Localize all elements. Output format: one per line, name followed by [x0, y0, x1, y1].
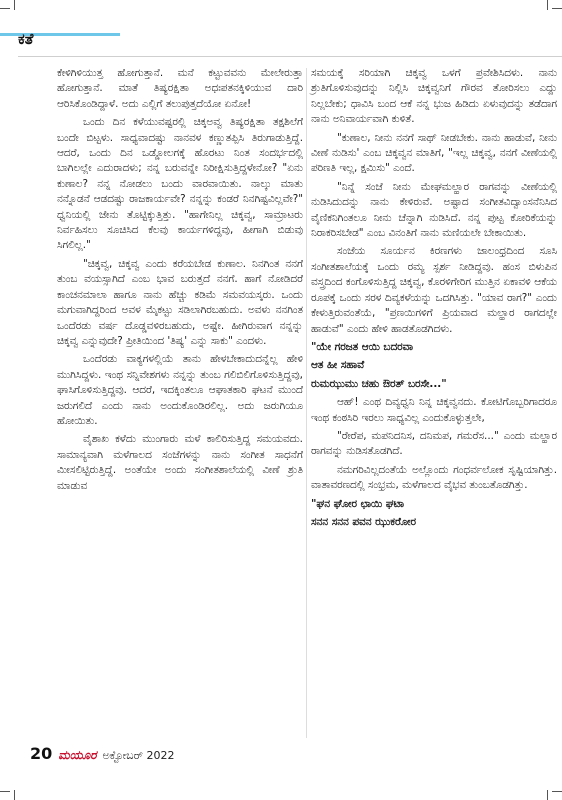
paragraph: "ರೇರೆಪ, ಮಪನಿದನಿಸ, ದನಿಮಪ, ಗಮರೆಸ..." ಎಂದು ಮಲ್ಹಾರ ರಾಗವನ್ನು ನುಡಿಸತೊಡಗಿದೆ.	[311, 429, 557, 458]
paragraph: ಆಹ್! ಎಂಥ ದಿವ್ಯಧ್ವನಿ ನಿನ್ನ ಚಿಕ್ಕವ್ವನದು. ಕೋಟಿಗೊಬ್ಬರಿಗಾದರೂ ಇಂಥ ಕಂಠಸಿರಿ ಇರಲು ಸಾಧ್ಯವಿಲ್ಲ ಎಂದುಕೊಳ್ಳುತ್ತಲೇ,	[311, 396, 557, 424]
crop-mark	[552, 791, 562, 792]
crop-mark	[14, 0, 15, 10]
paragraph: ವೈಶಾಖ ಕಳೆದು ಮುಂಗಾರು ಮಳೆ ಕಾಲಿರಿಸುತ್ತಿದ್ದ ಸಮಯವದು. ಸಾಮಾನ್ಯವಾಗಿ ಮಳೆಗಾಲದ ಸಂಜೆಗಳನ್ನು ನಾನು ಸಂಗೀತ ಸಾಧನೆಗೆ ಮೀಸಲಿಟ್ಟಿರುತ್ತಿದ್ದೆ. ಅಂತೆಯೇ ಅಂದು ಸಂಗೀತಶಾಲೆಯಲ್ಲಿ ವೀಣೆ ಶ್ರುತಿ ಮಾಡುವ	[57, 433, 303, 492]
crop-mark	[0, 791, 10, 792]
section-title: ಕತೆ	[18, 30, 34, 48]
crop-mark	[547, 0, 548, 10]
magazine-logo: ಮಯೂರ	[58, 748, 97, 762]
page-number: 20	[30, 744, 53, 763]
paragraph: ನಮಗರಿವಿಲ್ಲದಂತೆಯೆ ಅಲ್ಲೊಂದು ಗಂಧರ್ವಲೋಕ ಸೃಷ್ಟಿಯಾಗಿತ್ತು. ವಾತಾವರಣದಲ್ಲಿ ಸಂಭ್ರಮ, ಮಳೆಗಾಲದ ವೈಭವ ತುಂಬತೊಡಗಿತ್ತು.	[311, 463, 557, 492]
paragraph: "ನಿನ್ನೆ ಸಂಜೆ ನೀನು ಮೇಘಮಲ್ಹಾರ ರಾಗವನ್ನು ವೀಣೆಯಲ್ಲಿ ನುಡಿಸಿದುದನ್ನು ನಾನು ಕೇಳಿರುವೆ. ಅಷ್ಟಾದ ಸಂಗೀತವಿದ್ವಾಂಸನೆನಿಸಿದ ವೈಣಿಕನಿಗಿಂತಲೂ ನೀನು ಚೆನ್ನಾಗಿ ನುಡಿಸಿದೆ. ನನ್ನ ಪುಟ್ಟ ಕೋರಿಕೆಯನ್ನು ನಿರಾಕರಿಸಬೇಡ" ಎಂಬ ವಿನಂತಿಗೆ ನಾನು ಮಣಿಯಲೇ ಬೇಕಾಯಿತು.	[311, 180, 557, 240]
crop-mark	[552, 8, 562, 9]
right-column	[311, 66, 557, 533]
paragraph: ಒಂದೆರಡು ವಾಕ್ಯಗಳಲ್ಲಿಯೆ ತಾನು ಹೇಳಬೇಕಾದುದನ್ನೆಲ್ಲ ಹೇಳಿ ಮುಗಿಸಿದ್ದಳು. ಇಂಥ ಸನ್ನಿವೇಶಗಳು ನನ್ನನ್ನು ತುಂಬ ಗಲಿಬಿಲಿಗೊಳಿಸುತ್ತಿದ್ದವು, ಘಾಸಿಗೊಳಿಸುತ್ತಿದ್ದವು. ಆದರೆ, ಇದಕ್ಕಿಂತಲೂ ಆಘಾತಕಾರಿ ಘಟನೆ ಮುಂದೆ ಜರುಗಲಿದೆ ಎಂದು ನಾನು ಅಂದುಕೊಂಡಿರಲಿಲ್ಲ. ಅದು ಜರುಗಿಯೂ ಹೋಯಿತು.	[57, 353, 303, 427]
song-line: ಆತ ಹೀ ಸಹಾವೆ	[311, 359, 365, 372]
paragraph: ಸಮಯಕ್ಕೆ ಸರಿಯಾಗಿ ಚಿಕ್ಕವ್ವ ಒಳಗೆ ಪ್ರವೇಶಿಸಿದಳು. ನಾನು ಶ್ರುತಿಗೊಳಿಸುವುದನ್ನು ನಿಲ್ಲಿಸಿ ಚಿಕ್ಕವ್ವನಿಗೆ ಗೌರವ ತೋರಿಸಲು ಎದ್ದು ನಿಲ್ಲಬೇಕು; ಧಾವಿಸಿ ಬಂದ ಆಕೆ ನನ್ನ ಭುಜ ಹಿಡಿದು ಏಳುವುದನ್ನು ತಡೆದಾಗ ನಾನು ಅನಿವಾರ್ಯವಾಗಿ ಕುಳಿತೆ.	[311, 67, 557, 126]
song-line: ಸನನ ಸನನ ಪವನ ಝುಕರೋರ	[311, 515, 416, 528]
column-divider	[306, 68, 307, 738]
crop-mark	[14, 790, 15, 800]
paragraph: "ಕುಣಾಲ, ನೀನು ನನಗೆ ಸಾಥ್ ನೀಡಬೇಕು. ನಾನು ಹಾಡುವೆ, ನೀನು ವೀಣೆ ನುಡಿಸು' ಎಂಬ ಚಿಕ್ಕವ್ವನ ಮಾತಿಗೆ, "ಇಲ್ಲ ಚಿಕ್ಕವ್ವ, ನನಗೆ ವೀಣೆಯಲ್ಲಿ ಪರಿಣತಿ ಇಲ್ಲ, ಕ್ಷಮಿಸು" ಎಂದೆ.	[311, 131, 557, 175]
paragraph: ಸಂಜೆಯ ಸೂರ್ಯನ ಕಿರಣಗಳು ಜಾಲಂಧ್ರದಿಂದ ಸೂಸಿ ಸಂಗೀತಶಾಲೆಯಕ್ಕೆ ಒಂದು ರಮ್ಯ ಸ್ಪರ್ಶ ನೀಡಿದ್ದವು. ಹಂಸ ಬಿಳುಪಿನ ವಸ್ತ್ರದಿಂದ ಕಂಗೊಳಿಸುತ್ತಿದ್ದ ಚಿಕ್ಕವ್ವ, ಕೊರಳಿಗೇರಿಗ ಮುತ್ತಿನ ಏಕಾವಳಿ ಆಕೆಯ ರೂಪಕ್ಕೆ ಒಂದು ಸರಳ ದಿವ್ಯಕಳೆಯನ್ನು ಒದಗಿಸಿತ್ತು. "ಯಾವ ರಾಗ?" ಎಂದು ಕೇಳುತ್ತಿರುವಂತೆಯೆ, "ಪ್ರಣಯಿಗಳಿಗೆ ಪ್ರಿಯವಾದ ಮಲ್ಹಾರ ರಾಗದಲ್ಲೇ ಹಾಡುವೆ" ಎಂದು ಹೇಳಿ ಹಾಡತೊಡಗಿದಳು.	[311, 245, 557, 335]
page-footer	[30, 744, 174, 764]
crop-mark	[0, 8, 10, 9]
crop-mark	[547, 790, 548, 800]
song-line: ರುಮಝುಮು ಚಹು ಔರತ್ ಬರಸೇ..."	[311, 377, 447, 390]
issue-date: ಅಕ್ಟೋಬರ್ 2022	[102, 749, 175, 762]
paragraph: ಕೇಳಿಗಿಳಿಯುತ್ತ ಹೋಗುತ್ತಾನೆ. ಮನೆ ಕಟ್ಟುವವನು ಮೇಲೇರುತ್ತಾ ಹೋಗುತ್ತಾನೆ. ಮಾತೆ ತಿಷ್ಯರಕ್ಷಿತಾ ಅಧಃಪತನಕ್ಕಿಳಿಯುವ ದಾರಿ ಆರಿಸಿಕೊಂಡಿದ್ದಾಳೆ. ಅದು ಎಲ್ಲಿಗೆ ತಲುಪುತ್ತದೆಯೋ ಏನೋ!	[57, 67, 303, 110]
left-column	[57, 66, 303, 497]
paragraph: "ಚಿಕ್ಕವ್ವ, ಚಿಕ್ಕವ್ವ ಎಂದು ಕರೆಯಬೇಡ ಕುಣಾಲ. ನಿನಗಿಂತ ನನಗೆ ತುಂಬ ವಯಸ್ಸಾಗಿದೆ ಎಂಬ ಭಾವ ಬರುತ್ತದೆ ನನಗೆ. ಹಾಗೆ ನೋಡಿದರೆ ಕಾಂಚನಮಾಲಾ ಹಾಗೂ ನಾನು ಹೆಚ್ಚು ಕಡಿಮೆ ಸಮವಯಸ್ಕರು. ಒಂದು ಮಗುವಾಗಿದ್ದರಿಂದ ಅವಳ ಮೈಕಟ್ಟು ಸಡಿಲಾಗಿರಬಹುದು. ಅವಳು ನನಗಿಂತ ಒಂದೆರಡು ವರ್ಷ ದೊಡ್ಡವಳಿರಬಹುದು, ಅಷ್ಟೇ. ಹೀಗಿರುವಾಗ ನನ್ನನ್ನು ಚಿಕ್ಕವ್ವ ಎನ್ನುವುದೇ? ಪ್ರೀತಿಯಿಂದ 'ತಿಷ್ಯ' ಎನ್ನು ಸಾಕು" ಎಂದಳು.	[57, 257, 303, 347]
header-rule	[18, 56, 562, 57]
song-line: "ಘನ ಘೋರ ಛಾಯಿ ಘಟಾ	[311, 497, 405, 510]
paragraph: ಒಂದು ದಿನ ಕಳೆಯುವಷ್ಟರಲ್ಲಿ ಚಿಕ್ಕಅವ್ವ ತಿಷ್ಯರಕ್ಷಿತಾ ತಕ್ಷಶಿಲೆಗೆ ಬಂದೇ ಬಿಟ್ಟಳು. ಸಾಧ್ಯವಾದಷ್ಟು ನಾನವಳ ಕಣ್ಣುತಪ್ಪಿಸಿ ತಿರುಗಾಡುತ್ತಿದ್ದೆ. ಆದರೆ, ಒಂದು ದಿನ ಒಡ್ಡೋಲಗಕ್ಕೆ ಹೊರಟು ನಿಂತ ಸಂದರ್ಭದಲ್ಲಿ ಬಾಗಿಲಲ್ಲೇ ಎದುರಾದಳು; ನನ್ನ ಬರುವನ್ನೇ ನಿರೀಕ್ಷಿಸುತ್ತಿದ್ದಳೇನೋ? "ಏನು ಕುಣಾಲ? ನನ್ನ ನೋಡಲು ಬಂದು ವಾರವಾಯಿತು. ನಾಲ್ಕು ಮಾತು ನನ್ನೊಡನೆ ಆಡದಷ್ಟು ರಾಜಕಾರ್ಯವೇ? ನನ್ನನ್ನು ಕಂಡರೆ ನಿನಗಿಷ್ಟವಿಲ್ಲವೇ?" ಧ್ವನಿಯಲ್ಲಿ ಜೇನು ತೊಟ್ಟಿಕ್ಕುತ್ತಿತ್ತು. "ಹಾಗೇನಿಲ್ಲ ಚಿಕ್ಕವ್ವ, ಸಾಮ್ರಾಟರು ನಿರ್ವಹಿಸಲು ಸೂಚಿಸಿದ ಕೆಲವು ಕಾರ್ಯಗಳಿದ್ದವು, ಹೀಗಾಗಿ ಬಿಡುವು ಸಿಗಲಿಲ್ಲ."	[57, 116, 303, 252]
song-line: "ಯೇ ಗರಜತ ಆಯಿ ಬದರವಾ	[311, 340, 414, 353]
